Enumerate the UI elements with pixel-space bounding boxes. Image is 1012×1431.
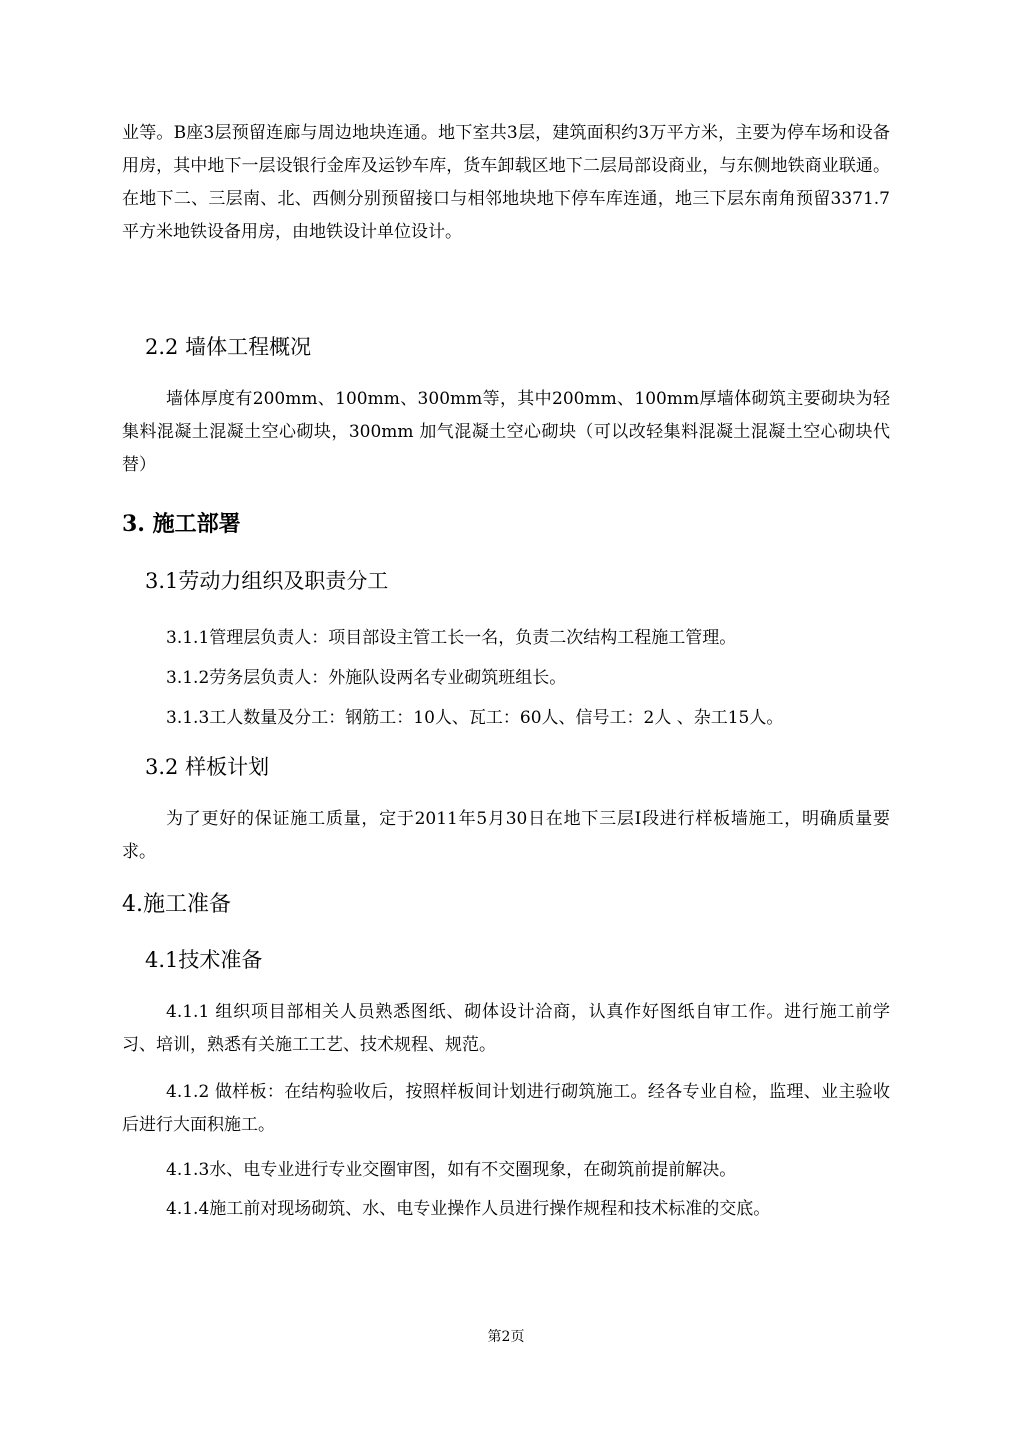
heading-3: 3. 施工部署: [122, 511, 241, 537]
heading-2-2: 2.2 墙体工程概况: [145, 335, 312, 359]
wall-overview-paragraph: 墙体厚度有200mm、100mm、300mm等，其中200mm、100mm厚墙体砌筑主要砌块为轻集料混凝土混凝土空心砌块，300mm 加气混凝土空心砌块（可以改轻集料混凝土混凝土空心砌块代替）: [122, 389, 890, 475]
heading-3-1: 3.1劳动力组织及职责分工: [145, 569, 389, 593]
heading-4-1: 4.1技术准备: [145, 948, 263, 972]
page-number: 第2页: [487, 1329, 525, 1345]
item-3-1-1: 3.1.1管理层负责人：项目部设主管工长一名，负责二次结构工程施工管理。: [166, 628, 737, 648]
sample-plan-paragraph: 为了更好的保证施工质量，定于2011年5月30日在地下三层Ⅰ段进行样板墙施工，明确质量要求。: [122, 809, 890, 862]
item-4-1-4: 4.1.4施工前对现场砌筑、水、电专业操作人员进行操作规程和技术标准的交底。: [166, 1199, 771, 1219]
heading-4: 4.施工准备: [122, 892, 231, 917]
intro-paragraph: 业等。B座3层预留连廊与周边地块连通。地下室共3层，建筑面积约3万平方米，主要为停车场和设备用房，其中地下一层设银行金库及运钞车库，货车卸载区地下二层局部设商业，与东侧地铁商业联通。在地下二、三层南、北、西侧分别预留接口与相邻地块地下停车库连通，地三下层东南角预留3371.7平方米地铁设备用房，由地铁设计单位设计。: [122, 123, 890, 242]
item-3-1-2: 3.1.2劳务层负责人：外施队设两名专业砌筑班组长。: [166, 668, 567, 688]
heading-3-2: 3.2 样板计划: [145, 755, 270, 779]
item-4-1-2: 4.1.2 做样板：在结构验收后，按照样板间计划进行砌筑施工。经各专业自检，监理、业主验收后进行大面积施工。: [122, 1082, 890, 1135]
item-4-1-3: 4.1.3水、电专业进行专业交圈审图，如有不交圈现象，在砌筑前提前解决。: [166, 1160, 737, 1180]
item-4-1-1: 4.1.1 组织项目部相关人员熟悉图纸、砌体设计洽商，认真作好图纸自审工作。进行施工前学习、培训，熟悉有关施工工艺、技术规程、规范。: [122, 1002, 890, 1055]
item-3-1-3: 3.1.3工人数量及分工：钢筋工：10人、瓦工：60人、信号工：2人 、杂工15人。: [166, 708, 784, 728]
